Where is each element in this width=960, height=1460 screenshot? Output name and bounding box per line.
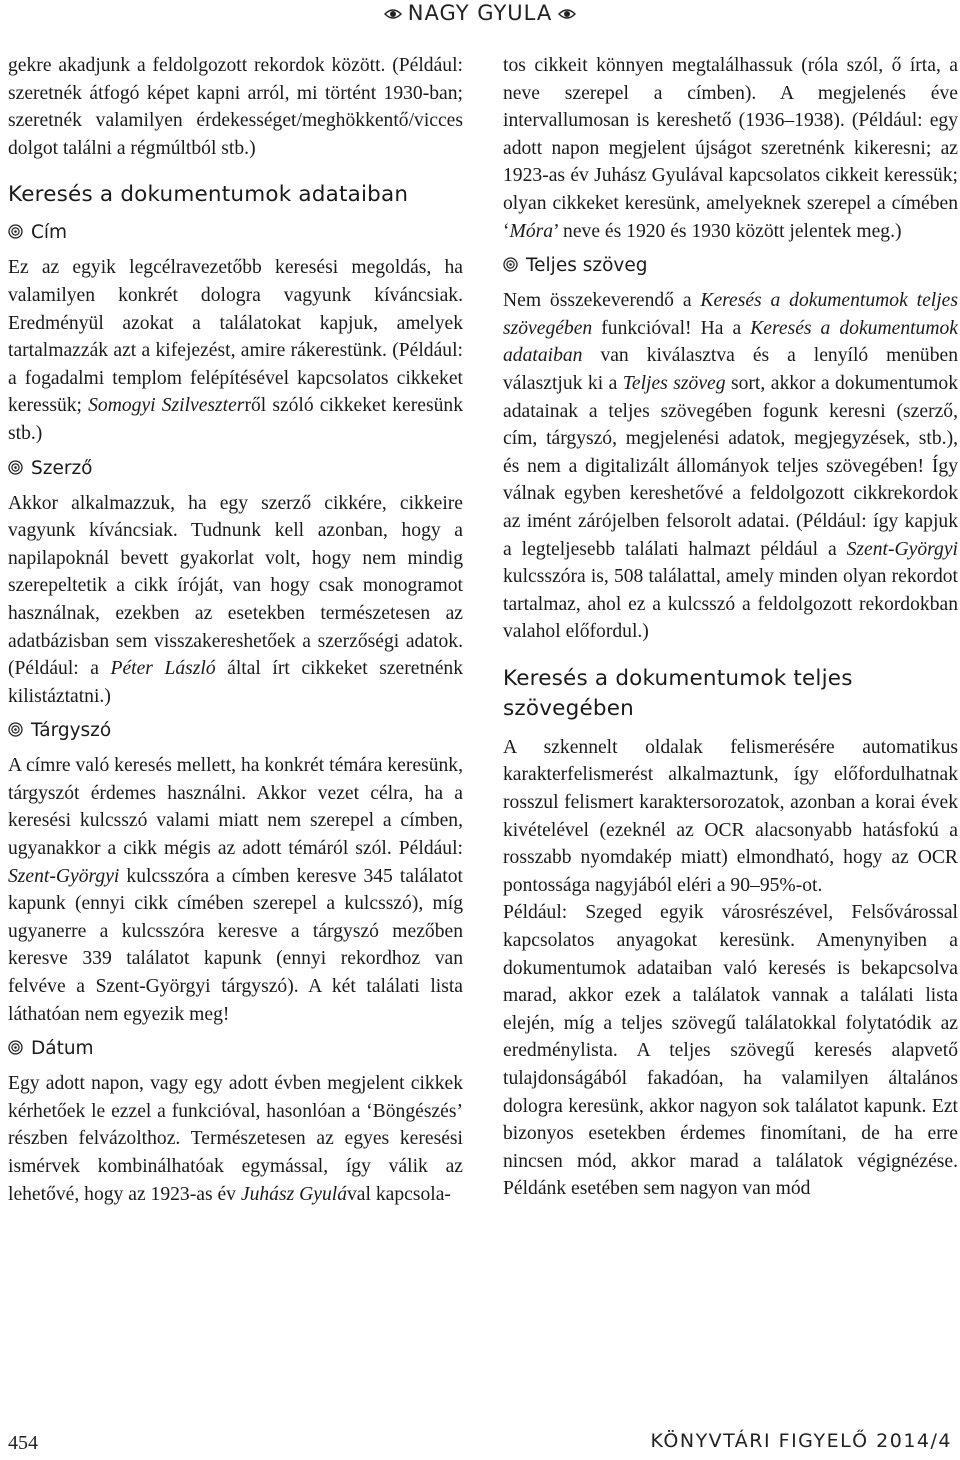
intro-paragraph: gekre akadjunk a feldolgozott rekordok között. (Például: szeretnék átfogó képet kapni arról, mi történt 1930-ban; szeretnék valamilyen érdekességet/meghökkentő/vicces dolgot találni a régmúltból stb.) <box>8 55 463 159</box>
target-bullet-icon <box>8 460 23 475</box>
target-bullet-icon <box>503 257 518 272</box>
section-heading-fulltext-search: Keresés a dokumentumok teljes szövegében <box>503 665 853 721</box>
datum-paragraph: Egy adott napon, vagy egy adott évben megjelent cikkek kérhetőek le ezzel a funkcióval, hasonlóan a ‘Böngészés’ részben felvázolthoz. Természetesen az egyes keresési ismérvek kombinálhatóak egymással, így válik az lehetővé, hogy az 1923-as év Juhász Gyulával kapcsola- <box>8 1073 463 1205</box>
cim-paragraph: Ez az egyik legcélravezetőbb keresési megoldás, ha valamilyen konkrét dologra vagyunk kíváncsiak. Eredményül azokat a találatokat kapjuk, amelyek tartalmazzák azt a kifejezést, amire rákerestünk. (Például: a fogadalmi templom felépítésével kapcsolatos cikkeket keressük; Somogyi Szilveszterről szóló cikkeket keresünk stb.) <box>8 257 463 444</box>
szerzo-paragraph: Akkor alkalmazzuk, ha egy szerző cikkére, cikkeire vagyunk kíváncsiak. Tudnunk kell azonban, hogy a napilapoknál bevett gyakorlat volt, hogy nem mindig szerepeltetik a cikk íróját, van hogy csak monogramot használnak, ezekben az esetekben természetesen az adatbázisban sem visszakereshetőek a szerzőségi adatok. (Például: a Péter László által írt cikkeket szeretnénk kilistáztatni.) <box>8 492 463 707</box>
subheading-cim-label: Cím <box>31 222 68 244</box>
running-head-author: NAGY GYULA <box>407 1 553 25</box>
section-heading-metadata-search: Keresés a dokumentumok adataiban <box>8 182 409 208</box>
example-paragraph: Például: Szeged egyik városrészével, Felsővárossal kapcsolatos anyagokat keresünk. Amenynyiben a dokumentumok adataiban való keresés is bekapcsolva marad, akkor ezek a találatok vannak a találati lista elején, míg a teljes szövegű találatokkal folytatódik az eredménylista. A teljes szövegű keresés alapvető tulajdonságából fakadóan, ha valamilyen általános dologra keresünk, akkor nagyon sok találatot kapunk. Ezt bizonyos esetekben érdemes finomítani, de ha erre nincsen mód, akkor marad a találatok végignézése. Példánk esetében sem nagyon van mód <box>503 902 958 1200</box>
subheading-cim <box>8 220 463 246</box>
subheading-targyszo-label: Tárgyszó <box>31 720 112 742</box>
subheading-targyszo <box>8 718 463 744</box>
subheading-teljes-szoveg <box>503 253 958 279</box>
eye-ornament-icon <box>558 7 576 21</box>
subheading-datum-label: Dátum <box>31 1038 94 1060</box>
datum-continuation-paragraph: tos cikkeit könnyen megtalálhassuk (róla szól, ő írta, a neve szerepel a címben). A megjelenés éve intervallumosan is kereshető (1936–1938). (Például: egy adott napon megjelent újságot szeretnénk kikeresni; az 1923-as év Juhász Gyulával kapcsolatos cikkeit keressük; olyan cikkeket keresünk, amelyeknek szerepel a címében ‘Móra’ neve és 1920 és 1930 között jelentek meg.) <box>503 55 958 242</box>
target-bullet-icon <box>8 722 23 737</box>
right-column <box>503 52 958 1203</box>
eye-ornament-icon <box>384 7 402 21</box>
teljes-szoveg-paragraph: Nem összekeverendő a Keresés a dokumentumok teljes szövegében funkcióval! Ha a Keresés a dokumentumok adataiban van kiválasztva és a lenyíló menüben választjuk ki a Teljes szöveg sort, akkor a dokumentumok adatainak a teljes szövegében fogunk keresni (szerző, cím, tárgyszó, megjelenési adatok, megjegyzések, stb.), és nem a digitalizált állományok teljes szövegében! Így válnak egyben kereshetővé a feldolgozott cikkrekordok az imént zárójelben felsorolt adatai. (Például: így kapjuk a legteljesebb találati halmazt például a Szent-Györgyi kulcsszóra is, 508 találattal, amely minden olyan rekordot tartalmaz, ahol ez a kulcsszó a feldolgozott rekordokban valahol előfordul.) <box>503 290 958 643</box>
ocr-paragraph: A szkennelt oldalak felismerésére automatikus karakterfelismerést alkalmaztunk, így előfordulhatnak rosszul felismert karaktersorozatok, azonban a korai évek kivételével (ezeknél az OCR alacsonyabb hatásfokú a rosszabb nyomdakép miatt) elmondható, hogy az OCR pontossága nagyjából eléri a 90–95%-ot. <box>503 736 958 896</box>
subheading-datum <box>8 1036 463 1062</box>
subheading-teljes-szoveg-label: Teljes szöveg <box>526 255 648 277</box>
target-bullet-icon <box>8 224 23 239</box>
running-head <box>0 0 960 26</box>
targyszo-paragraph: A címre való keresés mellett, ha konkrét témára keresünk, tárgyszót érdemes használni. Akkor vezet célra, ha a keresési kulcsszó valami miatt nem szerepel a címben, ugyanakkor a cikk mégis az adott témáról szól. Például: Szent-Györgyi kulcsszóra a címben keresve 345 találatot kapunk (ennyi cikk címében szerepel a kulcsszó), míg ugyanerre a kulcsszóra keresve a tárgyszó mezőben keresve 339 találatot kapunk (ennyi rekordhoz van felvéve a Szent-Györgyi tárgyszó). A két találati lista láthatóan nem egyezik meg! <box>8 755 463 1025</box>
journal-footer: KÖNYVTÁRI FIGYELŐ 2014/4 <box>650 1430 952 1452</box>
subheading-szerzo-label: Szerző <box>31 457 93 479</box>
left-column <box>8 52 463 1208</box>
target-bullet-icon <box>8 1040 23 1055</box>
subheading-szerzo <box>8 456 463 482</box>
page-number: 454 <box>8 1432 38 1454</box>
